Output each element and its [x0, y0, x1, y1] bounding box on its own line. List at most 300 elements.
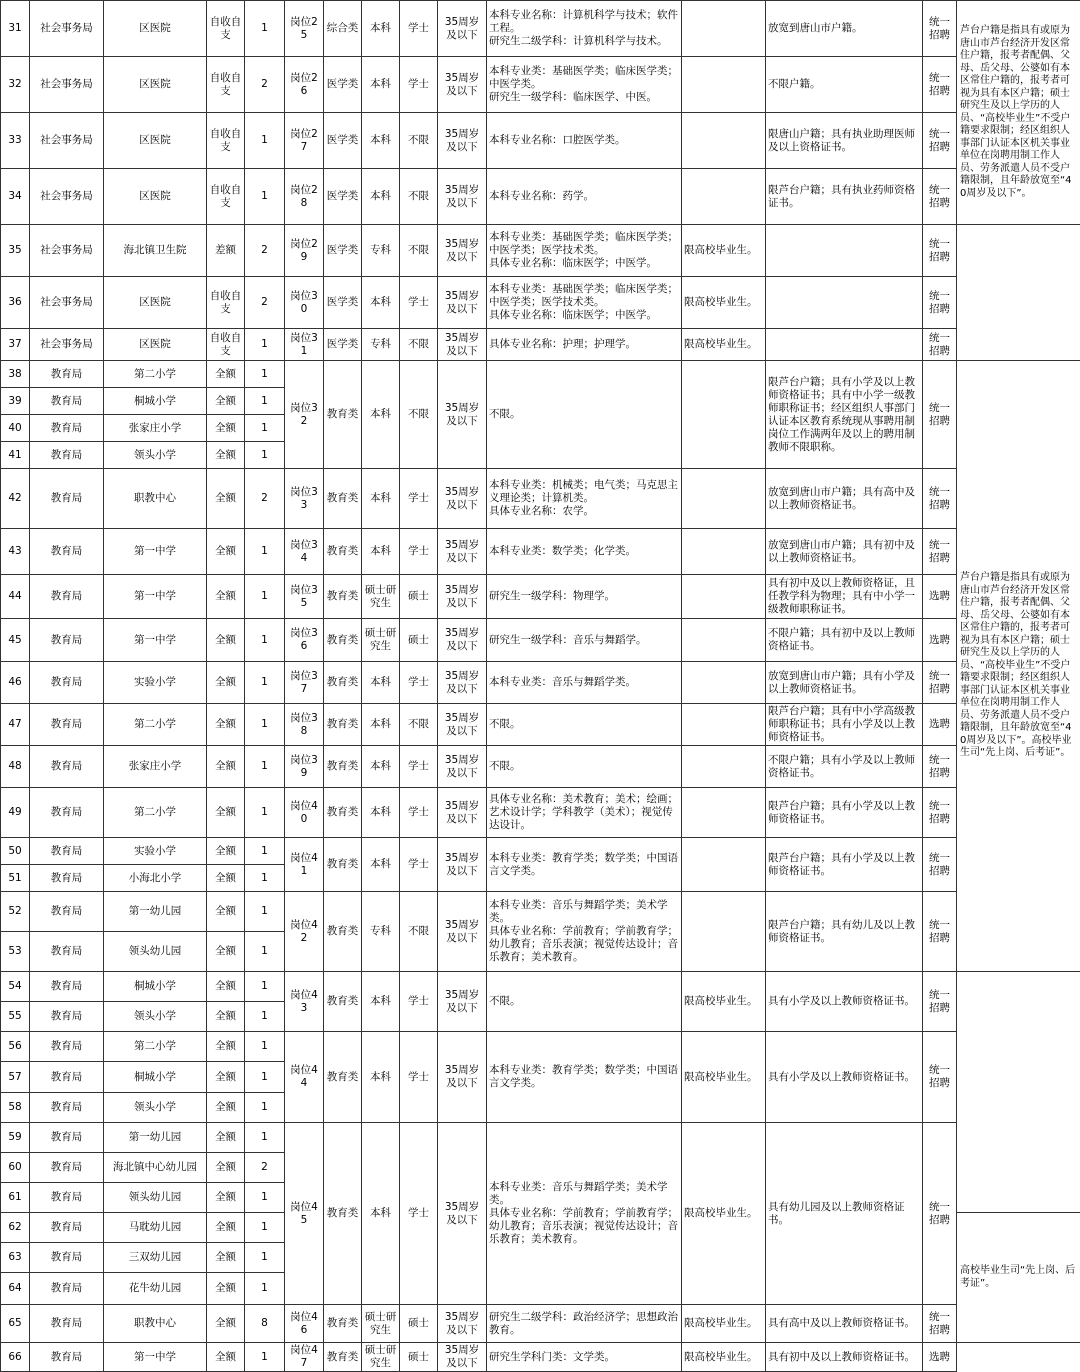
- major-cell: 不限。: [487, 361, 682, 469]
- degree-cell: 不限: [400, 892, 438, 972]
- major-cell: 本科专业名称：计算机科学与技术；软件工程。 研究生二级学科：计算机科学与技术。: [487, 1, 682, 57]
- headcount-cell: 1: [245, 1243, 285, 1273]
- table-row: [1, 619, 1080, 662]
- education-cell: 本科: [362, 57, 400, 113]
- other-cell: 限高校毕业生。: [682, 329, 766, 361]
- table-row: [1, 704, 1080, 746]
- category-cell: 医学类: [324, 329, 362, 361]
- other-cell: [682, 169, 766, 225]
- major-cell: 本科专业类：基础医学类；临床医学类；中医学类；医学技术类。 具体专业名称：临床医学；中医学。: [487, 277, 682, 329]
- post-cell: 岗位40: [285, 788, 324, 838]
- headcount-cell: 1: [245, 169, 285, 225]
- age-cell: 35周岁及以下: [438, 329, 487, 361]
- other-cell: [682, 529, 766, 575]
- category-cell: 医学类: [324, 225, 362, 277]
- funding-cell: 全额: [207, 388, 245, 415]
- funding-cell: 全额: [207, 1002, 245, 1032]
- category-cell: 教育类: [324, 361, 362, 469]
- age-cell: 35周岁及以下: [438, 225, 487, 277]
- other-cell: [682, 113, 766, 169]
- department-cell: 教育局: [30, 415, 104, 442]
- funding-cell: 全额: [207, 575, 245, 619]
- method-cell: 统一招聘: [923, 57, 957, 113]
- department-cell: 教育局: [30, 704, 104, 746]
- unit-cell: 领头小学: [104, 1093, 207, 1123]
- method-cell: 统一招聘: [923, 662, 957, 704]
- department-cell: 教育局: [30, 1002, 104, 1032]
- post-cell: 岗位41: [285, 838, 324, 892]
- category-cell: 教育类: [324, 529, 362, 575]
- department-cell: 教育局: [30, 1305, 104, 1343]
- major-cell: 本科专业类：教育学类；数学类；中国语言文学类。: [487, 838, 682, 892]
- category-cell: 教育类: [324, 575, 362, 619]
- headcount-cell: 1: [245, 1062, 285, 1093]
- row-number-cell: 42: [1, 469, 30, 529]
- category-cell: 医学类: [324, 57, 362, 113]
- post-cell: 岗位42: [285, 892, 324, 972]
- category-cell: 教育类: [324, 704, 362, 746]
- table-row: [1, 746, 1080, 788]
- education-cell: 硕士研究生: [362, 1343, 400, 1372]
- table-row: [1, 892, 1080, 932]
- row-number-cell: 55: [1, 1002, 30, 1032]
- unit-cell: 第一幼儿园: [104, 892, 207, 932]
- unit-cell: 第二小学: [104, 361, 207, 388]
- age-cell: 35周岁及以下: [438, 1032, 487, 1123]
- education-cell: 本科: [362, 1032, 400, 1123]
- requirement-cell: 限唐山户籍；具有执业助理医师及以上资格证书。: [766, 113, 923, 169]
- method-cell: 统一招聘: [923, 169, 957, 225]
- table-row: [1, 329, 1080, 361]
- post-cell: 岗位34: [285, 529, 324, 575]
- department-cell: 教育局: [30, 442, 104, 469]
- headcount-cell: 1: [245, 746, 285, 788]
- row-number-cell: 65: [1, 1305, 30, 1343]
- funding-cell: 全额: [207, 704, 245, 746]
- major-cell: 本科专业类：基础医学类；临床医学类；中医学类。 研究生一级学科：临床医学、中医。: [487, 57, 682, 113]
- major-cell: 具体专业名称：护理；护理学。: [487, 329, 682, 361]
- category-cell: 教育类: [324, 972, 362, 1032]
- method-cell: 统一招聘: [923, 746, 957, 788]
- row-number-cell: 61: [1, 1183, 30, 1213]
- row-number-cell: 54: [1, 972, 30, 1002]
- category-cell: 教育类: [324, 1123, 362, 1305]
- unit-cell: 张家庄小学: [104, 746, 207, 788]
- category-cell: 综合类: [324, 1, 362, 57]
- row-number-cell: 32: [1, 57, 30, 113]
- table-row: [1, 225, 1080, 277]
- degree-cell: 学士: [400, 746, 438, 788]
- degree-cell: 学士: [400, 469, 438, 529]
- unit-cell: 职教中心: [104, 469, 207, 529]
- department-cell: 社会事务局: [30, 225, 104, 277]
- unit-cell: 领头小学: [104, 442, 207, 469]
- age-cell: 35周岁及以下: [438, 1305, 487, 1343]
- unit-cell: 海北镇中心幼儿园: [104, 1153, 207, 1183]
- post-cell: 岗位26: [285, 57, 324, 113]
- row-number-cell: 44: [1, 575, 30, 619]
- method-cell: 统一招聘: [923, 892, 957, 972]
- method-cell: 统一招聘: [923, 1, 957, 57]
- post-cell: 岗位30: [285, 277, 324, 329]
- post-cell: 岗位47: [285, 1343, 324, 1372]
- unit-cell: 区医院: [104, 329, 207, 361]
- department-cell: 教育局: [30, 1153, 104, 1183]
- table-row: [1, 1123, 1080, 1153]
- funding-cell: 全额: [207, 469, 245, 529]
- headcount-cell: 1: [245, 388, 285, 415]
- unit-cell: 领头幼儿园: [104, 1183, 207, 1213]
- other-cell: [682, 1, 766, 57]
- age-cell: 35周岁及以下: [438, 1123, 487, 1305]
- method-cell: 统一招聘: [923, 329, 957, 361]
- requirement-cell: 放宽到唐山市户籍；具有高中及以上教师资格证书。: [766, 469, 923, 529]
- other-cell: 限高校毕业生。: [682, 277, 766, 329]
- category-cell: 教育类: [324, 1305, 362, 1343]
- headcount-cell: 1: [245, 575, 285, 619]
- requirement-cell: [766, 225, 923, 277]
- row-number-cell: 46: [1, 662, 30, 704]
- funding-cell: 自收自支: [207, 329, 245, 361]
- requirement-cell: 限芦台户籍；具有执业药师资格证书。: [766, 169, 923, 225]
- table-row: [1, 1343, 1080, 1372]
- table-row: [1, 662, 1080, 704]
- department-cell: 教育局: [30, 865, 104, 892]
- department-cell: 社会事务局: [30, 169, 104, 225]
- requirement-cell: 具有小学及以上教师资格证书。: [766, 972, 923, 1032]
- requirement-cell: 放宽到唐山市户籍；具有初中及以上教师资格证书。: [766, 529, 923, 575]
- age-cell: 35周岁及以下: [438, 575, 487, 619]
- method-cell: 统一招聘: [923, 361, 957, 469]
- row-number-cell: 47: [1, 704, 30, 746]
- requirement-cell: 限芦台户籍；具有小学及以上教师资格证书。: [766, 838, 923, 892]
- note-cell: 高校毕业生司“先上岗、后考证”。: [957, 1213, 1080, 1343]
- department-cell: 教育局: [30, 469, 104, 529]
- degree-cell: 学士: [400, 529, 438, 575]
- post-cell: 岗位37: [285, 662, 324, 704]
- degree-cell: 学士: [400, 1, 438, 57]
- note-cell: [957, 225, 1080, 361]
- age-cell: 35周岁及以下: [438, 277, 487, 329]
- other-cell: [682, 892, 766, 972]
- headcount-cell: 2: [245, 57, 285, 113]
- department-cell: 社会事务局: [30, 329, 104, 361]
- age-cell: 35周岁及以下: [438, 361, 487, 469]
- major-cell: 研究生一级学科：音乐与舞蹈学。: [487, 619, 682, 662]
- unit-cell: 第二小学: [104, 788, 207, 838]
- headcount-cell: 1: [245, 361, 285, 388]
- age-cell: 35周岁及以下: [438, 788, 487, 838]
- unit-cell: 区医院: [104, 277, 207, 329]
- headcount-cell: 1: [245, 1032, 285, 1062]
- education-cell: 本科: [362, 662, 400, 704]
- post-cell: 岗位29: [285, 225, 324, 277]
- education-cell: 本科: [362, 529, 400, 575]
- row-number-cell: 40: [1, 415, 30, 442]
- row-number-cell: 31: [1, 1, 30, 57]
- row-number-cell: 43: [1, 529, 30, 575]
- category-cell: 教育类: [324, 788, 362, 838]
- category-cell: 教育类: [324, 838, 362, 892]
- headcount-cell: 1: [245, 619, 285, 662]
- table-row: [1, 788, 1080, 838]
- unit-cell: 三双幼儿园: [104, 1243, 207, 1273]
- method-cell: 统一招聘: [923, 838, 957, 892]
- unit-cell: 马耽幼儿园: [104, 1213, 207, 1243]
- funding-cell: 全额: [207, 1153, 245, 1183]
- age-cell: 35周岁及以下: [438, 1, 487, 57]
- headcount-cell: 1: [245, 865, 285, 892]
- other-cell: [682, 57, 766, 113]
- department-cell: 社会事务局: [30, 57, 104, 113]
- unit-cell: 花牛幼儿园: [104, 1273, 207, 1305]
- row-number-cell: 38: [1, 361, 30, 388]
- post-cell: 岗位39: [285, 746, 324, 788]
- headcount-cell: 1: [245, 1213, 285, 1243]
- headcount-cell: 1: [245, 113, 285, 169]
- table-row: [1, 113, 1080, 169]
- age-cell: 35周岁及以下: [438, 972, 487, 1032]
- row-number-cell: 53: [1, 932, 30, 972]
- education-cell: 本科: [362, 1, 400, 57]
- unit-cell: 桐城小学: [104, 972, 207, 1002]
- age-cell: 35周岁及以下: [438, 619, 487, 662]
- requirement-cell: 具有幼儿园及以上教师资格证书。: [766, 1123, 923, 1305]
- row-number-cell: 59: [1, 1123, 30, 1153]
- funding-cell: 全额: [207, 932, 245, 972]
- department-cell: 社会事务局: [30, 277, 104, 329]
- degree-cell: 硕士: [400, 1343, 438, 1372]
- degree-cell: 学士: [400, 277, 438, 329]
- headcount-cell: 1: [245, 972, 285, 1002]
- method-cell: 统一招聘: [923, 1305, 957, 1343]
- major-cell: 本科专业类：数学类；化学类。: [487, 529, 682, 575]
- funding-cell: 全额: [207, 529, 245, 575]
- requirement-cell: 限芦台户籍；具有小学及以上教师资格证书。: [766, 788, 923, 838]
- department-cell: 教育局: [30, 972, 104, 1002]
- post-cell: 岗位27: [285, 113, 324, 169]
- unit-cell: 小海北小学: [104, 865, 207, 892]
- post-cell: 岗位44: [285, 1032, 324, 1123]
- headcount-cell: 1: [245, 415, 285, 442]
- other-cell: [682, 361, 766, 469]
- row-number-cell: 34: [1, 169, 30, 225]
- unit-cell: 领头幼儿园: [104, 932, 207, 972]
- age-cell: 35周岁及以下: [438, 838, 487, 892]
- row-number-cell: 50: [1, 838, 30, 865]
- row-number-cell: 49: [1, 788, 30, 838]
- degree-cell: 学士: [400, 788, 438, 838]
- degree-cell: 学士: [400, 1032, 438, 1123]
- method-cell: 选聘: [923, 1343, 957, 1372]
- table-row: [1, 972, 1080, 1002]
- post-cell: 岗位46: [285, 1305, 324, 1343]
- table-row: [1, 361, 1080, 388]
- headcount-cell: 1: [245, 1273, 285, 1305]
- unit-cell: 张家庄小学: [104, 415, 207, 442]
- method-cell: 选聘: [923, 575, 957, 619]
- education-cell: 本科: [362, 469, 400, 529]
- requirement-cell: 限芦台户籍；具有小学及以上教师资格证书；具有中小学一级教师职称证书；经区组织人事部门认证本区教育系统现从事聘用制岗位工作满两年及以上的聘用制教师不限职称。: [766, 361, 923, 469]
- major-cell: 具体专业名称：美术教育；美术；绘画；艺术设计学；学科教学（美术）；视觉传达设计。: [487, 788, 682, 838]
- funding-cell: 全额: [207, 1243, 245, 1273]
- department-cell: 教育局: [30, 662, 104, 704]
- degree-cell: 不限: [400, 704, 438, 746]
- row-number-cell: 36: [1, 277, 30, 329]
- unit-cell: 职教中心: [104, 1305, 207, 1343]
- row-number-cell: 39: [1, 388, 30, 415]
- category-cell: 教育类: [324, 619, 362, 662]
- unit-cell: 第一中学: [104, 1343, 207, 1372]
- degree-cell: 硕士: [400, 619, 438, 662]
- degree-cell: 不限: [400, 169, 438, 225]
- funding-cell: 自收自支: [207, 57, 245, 113]
- degree-cell: 不限: [400, 361, 438, 469]
- major-cell: 不限。: [487, 704, 682, 746]
- age-cell: 35周岁及以下: [438, 169, 487, 225]
- requirement-cell: [766, 329, 923, 361]
- headcount-cell: 1: [245, 1123, 285, 1153]
- funding-cell: 全额: [207, 1343, 245, 1372]
- headcount-cell: 1: [245, 838, 285, 865]
- table-row: [1, 1, 1080, 57]
- headcount-cell: 2: [245, 225, 285, 277]
- other-cell: [682, 575, 766, 619]
- age-cell: 35周岁及以下: [438, 892, 487, 972]
- row-number-cell: 64: [1, 1273, 30, 1305]
- note-cell: 芦台户籍是指具有或原为唐山市芦台经济开发区常住户籍，报考者配偶、父母、岳父母、公婆如有本区常住户籍的，报考者可视为具有本区户籍；硕士研究生及以上学历的人员、“高校毕业生”不受户籍要求限制；经区组织人事部门认证本区机关事业单位在岗聘用制工作人员、劳务派遣人员不受户籍限制，且年龄放宽至“40周岁及以下”。: [957, 1, 1080, 225]
- degree-cell: 学士: [400, 57, 438, 113]
- major-cell: 本科专业名称：药学。: [487, 169, 682, 225]
- table-row: [1, 529, 1080, 575]
- post-cell: 岗位35: [285, 575, 324, 619]
- row-number-cell: 48: [1, 746, 30, 788]
- major-cell: 研究生学科门类：文学类。: [487, 1343, 682, 1372]
- post-cell: 岗位43: [285, 972, 324, 1032]
- education-cell: 本科: [362, 746, 400, 788]
- funding-cell: 全额: [207, 361, 245, 388]
- department-cell: 教育局: [30, 361, 104, 388]
- table-row: [1, 838, 1080, 865]
- age-cell: 35周岁及以下: [438, 1343, 487, 1372]
- headcount-cell: 1: [245, 1183, 285, 1213]
- unit-cell: 区医院: [104, 1, 207, 57]
- row-number-cell: 45: [1, 619, 30, 662]
- table-row: [1, 575, 1080, 619]
- category-cell: 教育类: [324, 469, 362, 529]
- row-number-cell: 57: [1, 1062, 30, 1093]
- other-cell: [682, 662, 766, 704]
- other-cell: [682, 469, 766, 529]
- education-cell: 硕士研究生: [362, 575, 400, 619]
- major-cell: 不限。: [487, 746, 682, 788]
- headcount-cell: 1: [245, 529, 285, 575]
- degree-cell: 硕士: [400, 575, 438, 619]
- major-cell: 本科专业类：机械类；电气类；马克思主义理论类；计算机类。 具体专业名称：农学。: [487, 469, 682, 529]
- funding-cell: 全额: [207, 838, 245, 865]
- requirement-cell: 具有初中及以上教师资格证书。: [766, 1343, 923, 1372]
- funding-cell: 自收自支: [207, 113, 245, 169]
- funding-cell: 全额: [207, 1213, 245, 1243]
- post-cell: 岗位32: [285, 361, 324, 469]
- other-cell: [682, 788, 766, 838]
- other-cell: [682, 838, 766, 892]
- post-cell: 岗位31: [285, 329, 324, 361]
- unit-cell: 第一中学: [104, 529, 207, 575]
- other-cell: [682, 704, 766, 746]
- row-number-cell: 33: [1, 113, 30, 169]
- degree-cell: 学士: [400, 838, 438, 892]
- funding-cell: 全额: [207, 1123, 245, 1153]
- other-cell: 限高校毕业生。: [682, 1032, 766, 1123]
- headcount-cell: 1: [245, 329, 285, 361]
- education-cell: 本科: [362, 1123, 400, 1305]
- funding-cell: 全额: [207, 415, 245, 442]
- headcount-cell: 1: [245, 788, 285, 838]
- unit-cell: 实验小学: [104, 838, 207, 865]
- category-cell: 教育类: [324, 662, 362, 704]
- unit-cell: 第一幼儿园: [104, 1123, 207, 1153]
- requirement-cell: 放宽到唐山市户籍；具有小学及以上教师资格证书。: [766, 662, 923, 704]
- category-cell: 教育类: [324, 1343, 362, 1372]
- education-cell: 本科: [362, 277, 400, 329]
- age-cell: 35周岁及以下: [438, 704, 487, 746]
- post-cell: 岗位45: [285, 1123, 324, 1305]
- department-cell: 教育局: [30, 892, 104, 932]
- row-number-cell: 58: [1, 1093, 30, 1123]
- method-cell: 统一招聘: [923, 113, 957, 169]
- headcount-cell: 1: [245, 1343, 285, 1372]
- category-cell: 医学类: [324, 169, 362, 225]
- post-cell: 岗位36: [285, 619, 324, 662]
- headcount-cell: 8: [245, 1305, 285, 1343]
- other-cell: [682, 746, 766, 788]
- method-cell: 统一招聘: [923, 972, 957, 1032]
- table-row: [1, 277, 1080, 329]
- department-cell: 教育局: [30, 1213, 104, 1243]
- headcount-cell: 1: [245, 442, 285, 469]
- requirement-cell: 具有初中及以上教师资格证，且任教学科为物理；具有中小学一级教师职称证书。: [766, 575, 923, 619]
- department-cell: 教育局: [30, 788, 104, 838]
- degree-cell: 学士: [400, 662, 438, 704]
- funding-cell: 全额: [207, 1273, 245, 1305]
- funding-cell: 全额: [207, 1305, 245, 1343]
- department-cell: 教育局: [30, 1183, 104, 1213]
- department-cell: 教育局: [30, 1343, 104, 1372]
- degree-cell: 不限: [400, 225, 438, 277]
- other-cell: 限高校毕业生。: [682, 1123, 766, 1305]
- row-number-cell: 63: [1, 1243, 30, 1273]
- funding-cell: 全额: [207, 972, 245, 1002]
- headcount-cell: 1: [245, 1093, 285, 1123]
- education-cell: 本科: [362, 704, 400, 746]
- unit-cell: 区医院: [104, 113, 207, 169]
- department-cell: 社会事务局: [30, 1, 104, 57]
- requirement-cell: 具有高中及以上教师资格证书。: [766, 1305, 923, 1343]
- major-cell: 本科专业类：音乐与舞蹈学类；美术学类。 具体专业名称：学前教育；学前教育学；幼儿教育；音乐表演；视觉传达设计；音乐教育；美术教育。: [487, 892, 682, 972]
- department-cell: 教育局: [30, 1243, 104, 1273]
- category-cell: 教育类: [324, 892, 362, 972]
- age-cell: 35周岁及以下: [438, 113, 487, 169]
- major-cell: 本科专业类：音乐与舞蹈学类。: [487, 662, 682, 704]
- funding-cell: 全额: [207, 746, 245, 788]
- row-number-cell: 60: [1, 1153, 30, 1183]
- funding-cell: 全额: [207, 1032, 245, 1062]
- category-cell: 医学类: [324, 277, 362, 329]
- headcount-cell: 1: [245, 932, 285, 972]
- age-cell: 35周岁及以下: [438, 746, 487, 788]
- table-row: [1, 1305, 1080, 1343]
